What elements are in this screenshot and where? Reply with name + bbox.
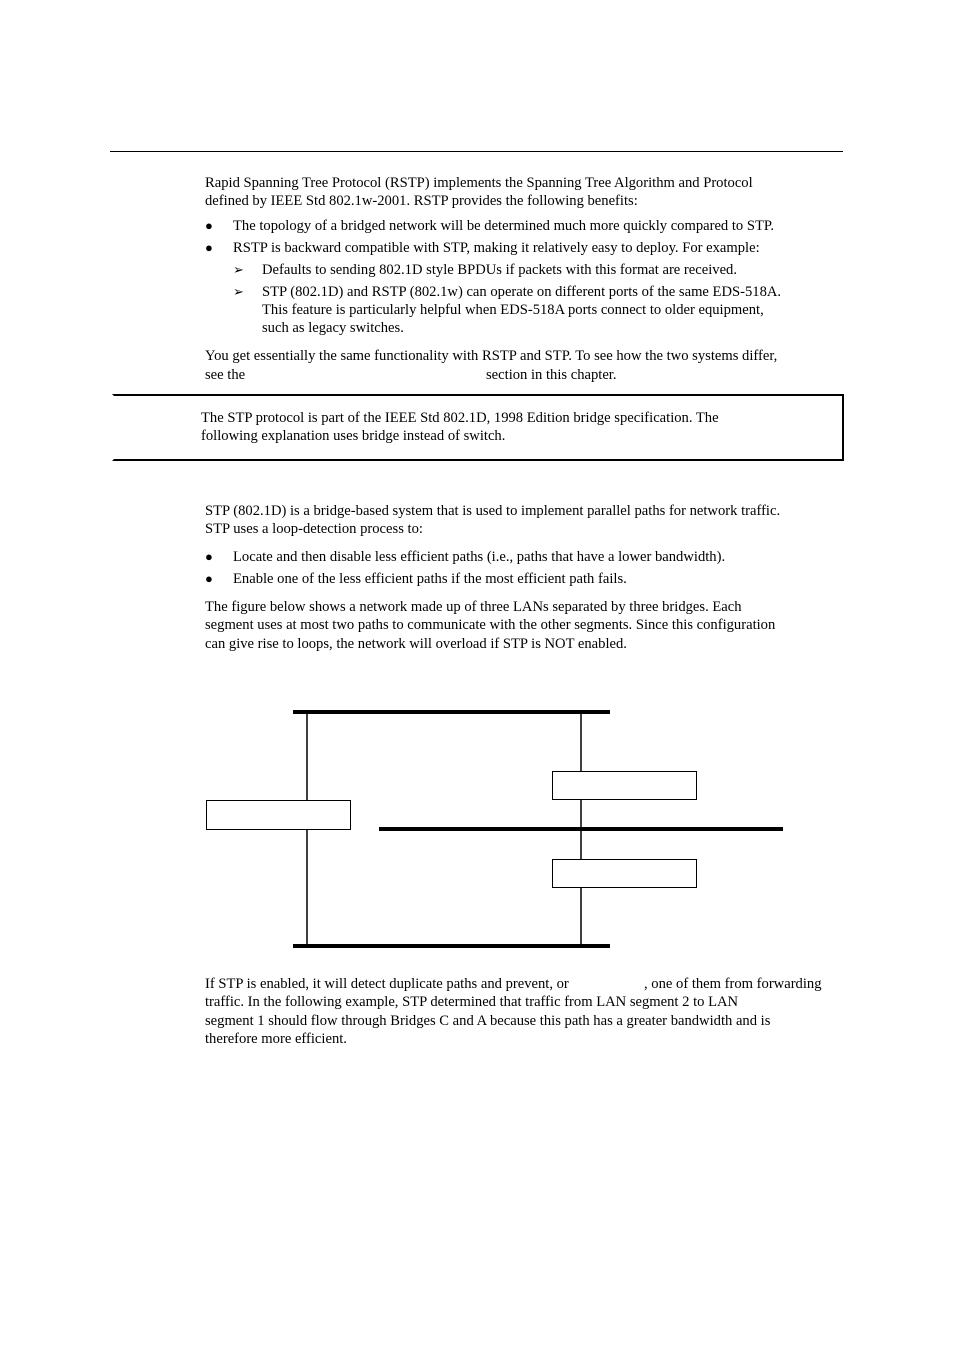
intro-line-2: defined by IEEE Std 802.1w-2001. RSTP provides the following benefits:	[205, 193, 638, 209]
figure-intro-line-1: The figure below shows a network made up of three LANs separated by three bridges. Each	[205, 599, 742, 615]
example-item-line-3: such as legacy switches.	[262, 320, 404, 336]
example-item-line-1: STP (802.1D) and RSTP (802.1w) can operate on different ports of the same EDS-518A.	[262, 284, 782, 300]
bullet-icon: ●	[205, 549, 213, 564]
comparison-line-2-end: section in this chapter.	[486, 367, 617, 383]
arrow-bullet-icon: ➢	[233, 262, 244, 277]
bridge-box-right-lower	[553, 860, 697, 888]
bullet-icon: ●	[205, 571, 213, 586]
note-line-2: following explanation uses bridge instead of switch.	[201, 428, 506, 444]
example-item-line-2: This feature is particularly helpful when EDS-518A ports connect to older equipment,	[262, 302, 764, 318]
closing-line-4: therefore more efficient.	[205, 1031, 347, 1047]
closing-line-2: traffic. In the following example, STP determined that traffic from LAN segment 2 to LAN	[205, 994, 739, 1010]
bullet-icon: ●	[205, 240, 213, 255]
benefit-item: RSTP is backward compatible with STP, making it relatively easy to deploy. For example:	[233, 240, 760, 256]
bridge-box-left	[207, 801, 351, 830]
figure-intro-line-3: can give rise to loops, the network will overload if STP is NOT enabled.	[205, 636, 627, 652]
comparison-line-1: You get essentially the same functionality with RSTP and STP. To see how the two systems differ,	[205, 348, 778, 364]
bridge-box-right-upper	[553, 772, 697, 800]
comparison-line-2-start: see the	[205, 367, 246, 383]
process-item: Enable one of the less efficient paths if the most efficient path fails.	[233, 571, 627, 587]
figure-intro-line-2: segment uses at most two paths to communicate with the other segments. Since this configuration	[205, 617, 776, 633]
benefit-item: The topology of a bridged network will be determined much more quickly compared to STP.	[233, 218, 775, 234]
closing-line-1-start: If STP is enabled, it will detect duplicate paths and prevent, or	[205, 976, 569, 992]
intro-line-1: Rapid Spanning Tree Protocol (RSTP) implements the Spanning Tree Algorithm and Protocol	[205, 175, 753, 191]
stp-intro-line-1: STP (802.1D) is a bridge-based system that is used to implement parallel paths for network traffic.	[205, 503, 781, 519]
closing-line-1-end: , one of them from forwarding	[644, 976, 822, 992]
process-item: Locate and then disable less efficient paths (i.e., paths that have a lower bandwidth).	[233, 549, 726, 565]
example-item: Defaults to sending 802.1D style BPDUs if packets with this format are received.	[262, 262, 738, 278]
arrow-bullet-icon: ➢	[233, 284, 244, 299]
bullet-icon: ●	[205, 218, 213, 233]
stp-intro-line-2: STP uses a loop-detection process to:	[205, 521, 423, 537]
closing-line-3: segment 1 should flow through Bridges C and A because this path has a greater bandwidth and is	[205, 1013, 771, 1029]
note-line-1: The STP protocol is part of the IEEE Std 802.1D, 1998 Edition bridge specification. The	[201, 410, 719, 426]
